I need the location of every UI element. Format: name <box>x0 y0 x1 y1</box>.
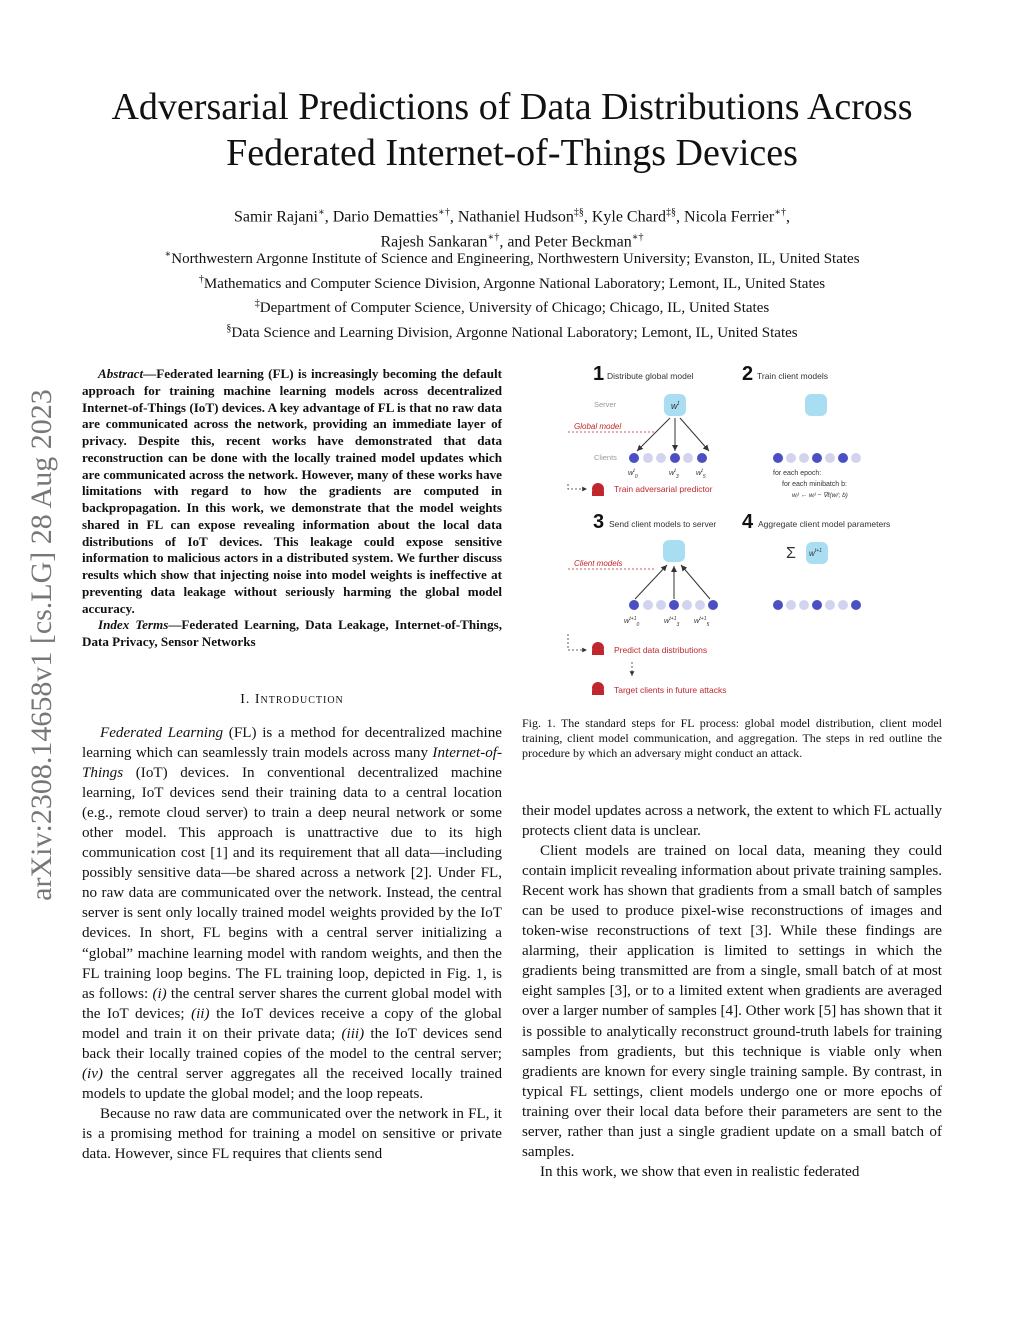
client-weight-w3: $w^t_3$ <box>669 468 679 480</box>
adversary-step-3: Target clients in future attacks <box>614 685 727 695</box>
client-dots-step1 <box>629 453 707 463</box>
client-weight-w0-next: $w^{t+1}_0$ <box>624 616 640 628</box>
figure-1-caption: Fig. 1. The standard steps for FL process: global model distribution, client model training, client model communication, and aggregation. The steps in red outline the procedure by which an adversary might conduct an attack. <box>522 716 942 760</box>
client-dot <box>656 453 666 463</box>
client-dot <box>643 453 653 463</box>
intro-right-column <box>522 801 942 1182</box>
client-dots-step3 <box>629 600 718 610</box>
update-rule: wᵢᵗ ← wᵢᵗ − ∇ℓ(wᵢᵗ; b) <box>792 492 848 499</box>
client-dot <box>851 453 861 463</box>
abstract-paragraph <box>82 366 502 617</box>
client-dot <box>643 600 653 610</box>
client-dots-step4 <box>773 600 861 610</box>
client-dot <box>812 453 822 463</box>
author-name: Kyle Chard <box>591 208 667 226</box>
step-4-number: 4 <box>742 511 754 533</box>
text-run: the IoT devices receive a copy of the global model and train it on their private data; <box>82 1005 502 1042</box>
affiliation <box>60 294 964 319</box>
index-terms <box>82 617 502 651</box>
term-iot: Internet-of-Things <box>82 745 502 782</box>
affiliation <box>60 270 964 295</box>
step-marker: (ii) <box>191 1005 210 1022</box>
affiliation-text: Department of Computer Science, University of Chicago; Chicago, IL, United States <box>259 300 770 317</box>
title-line-1: Adversarial Predictions of Data Distributions Across <box>111 86 913 128</box>
author-name: Dario Dematties <box>332 208 439 226</box>
client-weight-w5-next: $w^{t+1}_5$ <box>694 616 710 628</box>
figure-1 <box>560 358 920 700</box>
section-title: Introduction <box>254 692 344 707</box>
section-number: I. <box>240 692 251 707</box>
client-dots-step2 <box>773 453 861 463</box>
author-mark: ‡§ <box>573 207 584 218</box>
adversary-icon <box>592 642 604 655</box>
step-3-label: Send client models to server <box>609 519 717 529</box>
affiliation-mark: ∗ <box>164 249 172 260</box>
client-dot <box>695 600 705 610</box>
client-dot <box>629 453 639 463</box>
affiliation-mark: ‡ <box>254 298 260 310</box>
step-2-label: Train client models <box>757 371 829 381</box>
intro-paragraph-2: Because no raw data are communicated over the network in FL, it is a promising method for training a model on sensitive or private data. However, since FL requires that clients send <box>82 1105 502 1162</box>
step-1-number: 1 <box>593 363 605 385</box>
section-heading <box>82 692 502 708</box>
client-dot <box>825 453 835 463</box>
client-dot <box>838 600 848 610</box>
author-name: Nicola Ferrier <box>684 208 775 226</box>
global-model-label: Global model <box>574 422 622 431</box>
text-run: (IoT) devices. In conventional decentralized machine learning, IoT devices send their training data to a central location (e.g., remote cloud server) to train a deep neural network or some other model. This approach is unattractive due to its high communication cost [1] and its requirement that all data—including possibly sensitive data—be shared across a network [2]. Under FL, no raw data are communicated over the network. Instead, the central server is sent only locally trained model weights provided by the IoT devices. In short, FL begins with a central server initializing a “global” machine learning model with random weights, and then the FL training loop begins. The FL training loop, depicted in Fig. 1, is as follows: <box>82 765 502 1002</box>
step-2-number: 2 <box>742 363 754 385</box>
client-dot <box>825 600 835 610</box>
client-dot <box>773 453 783 463</box>
author-name: Nathaniel Hudson <box>457 208 574 226</box>
adversary-arrow-1 <box>568 484 587 489</box>
text-run: the central server aggregates all the received locally trained models to update the global model; and the loop repeats. <box>82 1065 502 1102</box>
affiliation-text: Data Science and Learning Division, Argonne National Laboratory; Lemont, IL, United States <box>231 325 798 342</box>
arrow-from-client-0 <box>635 565 667 599</box>
client-models-label: Client models <box>574 559 623 568</box>
server-label: Server <box>594 400 617 409</box>
author-name: Rajesh Sankaran <box>380 233 488 251</box>
client-dot <box>799 453 809 463</box>
index-terms-text: —Federated Learning, Data Leakage, Internet-of-Things, Data Privacy, Sensor Networks <box>82 617 502 649</box>
arrow-to-client-5 <box>680 418 709 451</box>
step-3-number: 3 <box>593 511 605 533</box>
clients-label: Clients <box>594 453 617 462</box>
client-dot <box>683 453 693 463</box>
intro-paragraph-5: In this work, we show that even in realistic federated <box>540 1163 860 1180</box>
step-marker: (iv) <box>82 1065 103 1082</box>
adversary-arrow-2 <box>568 634 587 650</box>
client-dot <box>812 600 822 610</box>
abstract <box>82 366 502 651</box>
client-dot <box>629 600 639 610</box>
client-dot <box>656 600 666 610</box>
author-name: Samir Rajani <box>233 208 318 226</box>
step-4-label: Aggregate client model parameters <box>758 519 891 529</box>
intro-paragraph-4: Client models are trained on local data, meaning they could contain implicit revealing information about private training samples. Recent work has shown that gradients from a small batch of samples can be used to produce pixel-wise reconstructions of images and token-wise reconstructions of text [3]. While these findings are alarming, their application is limited to settings in which the gradients being transmitted are from a single, small batch of at most eight samples [3], or to a limited extent when gradients are averaged over a larger number of samples [4]. Other work [5] has shown that it is possible to analytically reconstruct ground-truth labels for training samples from gradients, but this technique is viable only when gradients are known for every single training sample. By contrast, in typical FL settings, client models undergo one or more epochs of training over their local data before their parameters are sent to the server, rather than just a single gradient update on a small batch of samples. <box>522 843 942 1160</box>
author-line-2: Rajesh Sankaran∗†, and Peter Beckman∗† <box>380 232 644 251</box>
client-weight-w3-next: $w^{t+1}_3$ <box>664 616 680 628</box>
author-mark: ∗† <box>631 232 644 244</box>
title-line-2: Federated Internet-of-Things Devices <box>226 132 798 174</box>
intro-left-column <box>82 723 502 1164</box>
client-model-box <box>805 394 827 416</box>
arrow-to-client-0 <box>637 418 670 451</box>
model-weight-label: $w^t$ <box>671 401 680 411</box>
aggregated-weight-label: $w^{t+1}$ <box>809 548 822 558</box>
index-terms-label: Index Terms <box>98 617 169 633</box>
epoch-text: for each epoch: <box>773 470 822 477</box>
affiliation <box>60 319 964 344</box>
text-run: (FL) is a method for decentralized machine learning which can seamlessly train models across many <box>82 725 502 762</box>
fl-process-diagram <box>560 358 920 700</box>
adversary-icon <box>592 483 604 496</box>
client-dot <box>670 453 680 463</box>
intro-paragraph-3: their model updates across a network, the extent to which FL actually protects client data is unclear. <box>522 803 942 840</box>
adversary-icon <box>592 682 604 695</box>
adversary-step-1: Train adversarial predictor <box>614 484 713 494</box>
author-mark: ‡§ <box>666 207 677 218</box>
abstract-label: Abstract <box>98 366 144 381</box>
client-dot <box>773 600 783 610</box>
minibatch-text: for each minibatch b: <box>782 481 847 488</box>
paper-title <box>60 84 964 176</box>
client-dot <box>838 453 848 463</box>
author-mark: ∗ <box>317 207 325 218</box>
client-dot <box>708 600 718 610</box>
arxiv-sidebar-id <box>14 345 70 945</box>
term-federated-learning: Federated Learning <box>100 725 224 741</box>
client-dot <box>786 600 796 610</box>
step-1-label: Distribute global model <box>607 371 694 381</box>
client-dot <box>697 453 707 463</box>
abstract-text: —Federated learning (FL) is increasingly becoming the default approach for training machine learning models across decentralized Internet-of-Things (IoT) devices. A key advantage of FL is that no raw data are communicated across the network, providing an immediate layer of privacy. Despite this, recent works have demonstrated that data reconstruction can be done with the locally trained model updates which are communicated across the network. However, many of these works have limitations with regard to how the gradients are computed in backpropagation. In this work, we demonstrate that the model weights shared in FL can expose revealing information about the local data distributions of IoT devices. This leakage could expose sensitive information to malicious actors in a distributed system. We further discuss results which show that injecting noise into model weights is ineffective at preventing data leakage without seriously harming the global model accuracy. <box>82 366 502 616</box>
author-mark: ∗† <box>438 207 450 218</box>
client-dot <box>851 600 861 610</box>
affiliations <box>60 245 964 344</box>
affiliation-text: Mathematics and Computer Science Division, Argonne National Laboratory; Lemont, IL, United States <box>203 275 826 292</box>
author-name: and Peter Beckman <box>507 233 632 251</box>
client-dot <box>799 600 809 610</box>
client-weight-w0: $w^t_0$ <box>628 468 638 480</box>
author-line-1: Samir Rajani∗, Dario Dematties∗†, Nathaniel Hudson‡§, Kyle Chard‡§, Nicola Ferrier∗†, <box>233 207 791 226</box>
author-mark: ∗† <box>487 232 500 244</box>
intro-paragraph-1 <box>82 723 502 1104</box>
client-dot <box>682 600 692 610</box>
adversary-step-2: Predict data distributions <box>614 645 708 655</box>
client-dot <box>786 453 796 463</box>
affiliation <box>60 245 964 270</box>
step-marker: (i) <box>152 985 167 1002</box>
text-run: the IoT devices send back their locally trained copies of the model to the central server; <box>82 1025 502 1062</box>
client-weight-w5: $w^t_5$ <box>696 468 706 480</box>
server-model-box <box>663 540 685 562</box>
arxiv-id-text: arXiv:2308.14658v1 [cs.LG] 28 Aug 2023 <box>25 389 58 901</box>
arrow-from-client-5 <box>681 565 710 599</box>
text-run: the central server shares the current global model with the IoT devices; <box>82 985 502 1022</box>
sum-symbol: Σ <box>786 545 796 562</box>
affiliation-mark: § <box>226 323 232 335</box>
author-mark: ∗† <box>774 207 787 218</box>
affiliation-mark: † <box>198 273 204 285</box>
step-marker: (iii) <box>341 1025 365 1042</box>
client-dot <box>669 600 679 610</box>
affiliation-text: Northwestern Argonne Institute of Science and Engineering, Northwestern University; Evanston, IL, United States <box>171 251 860 267</box>
